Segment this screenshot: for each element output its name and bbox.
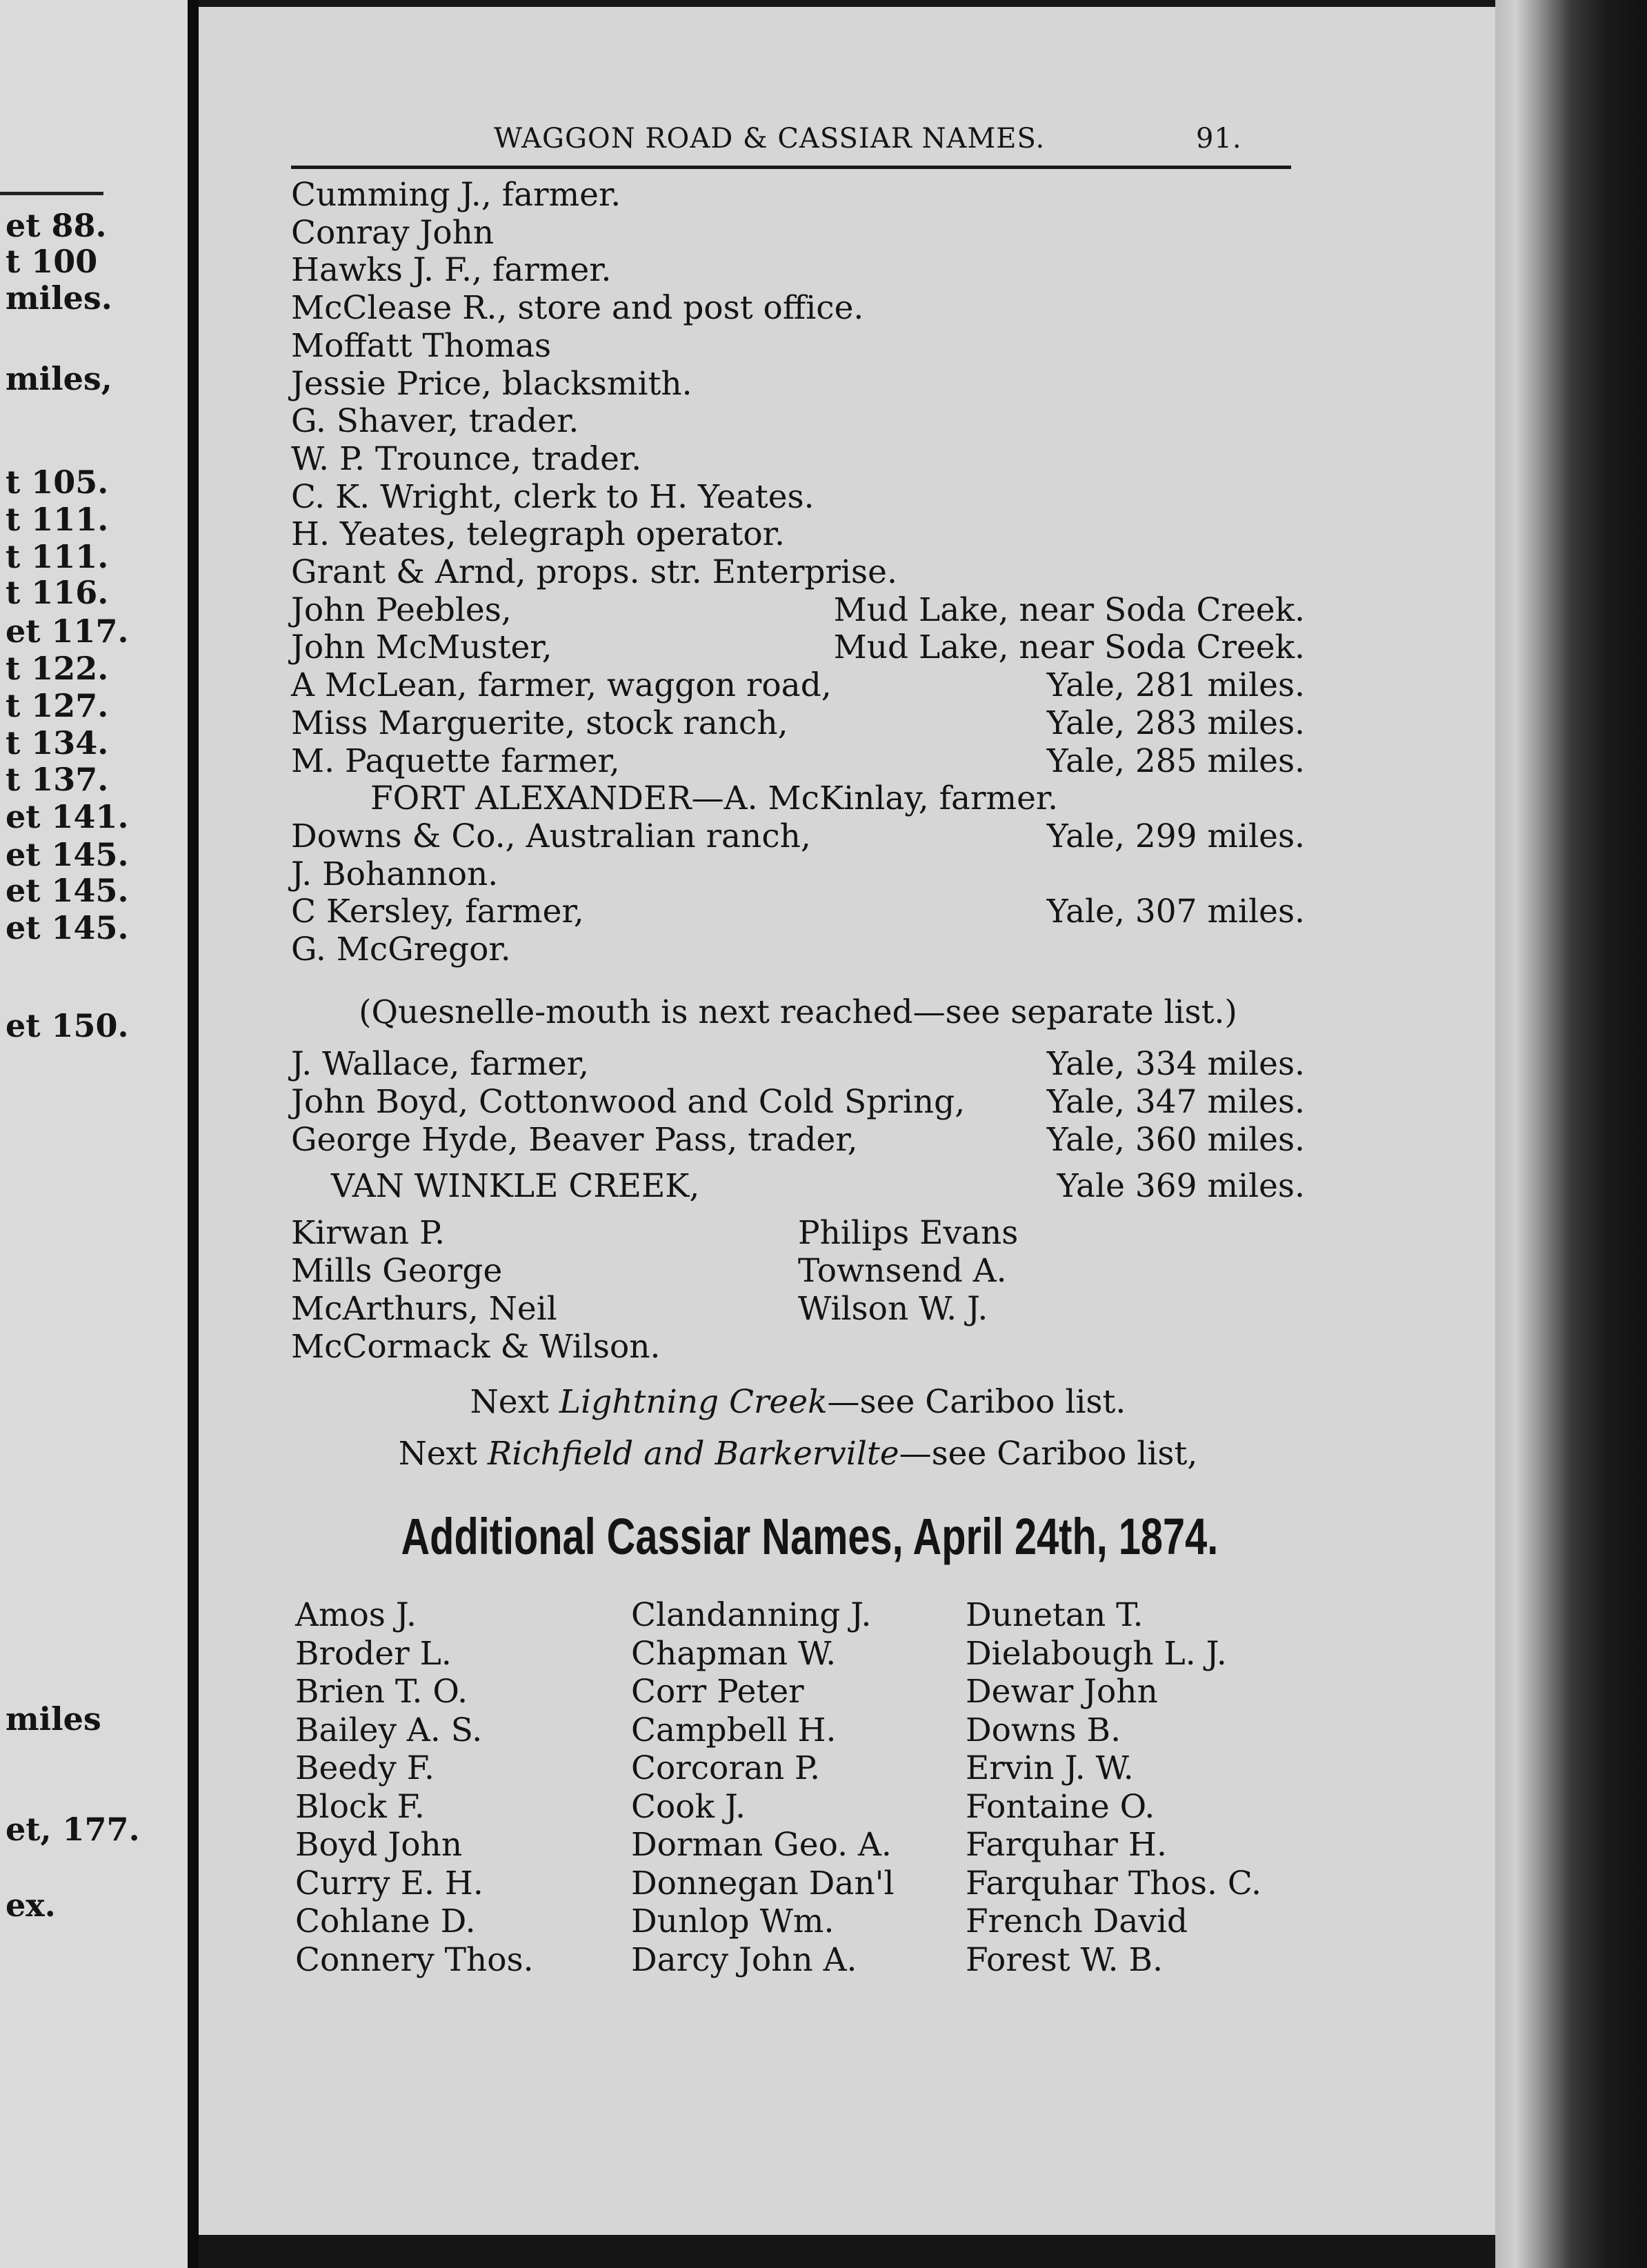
entry-name: Conray John — [291, 213, 495, 252]
entry-name: Mills George — [291, 1252, 503, 1290]
additional-name: Dielabough L. J. — [966, 1634, 1227, 1673]
left-page-fragment: t 111. — [6, 501, 109, 538]
additional-name: Cohlane D. — [295, 1902, 476, 1940]
next-lightning-creek-note — [291, 1383, 1305, 1421]
next-prefix: Next — [398, 1435, 488, 1473]
entry-name: W. P. Trounce, trader. — [291, 439, 642, 478]
additional-name: Amos J. — [295, 1596, 417, 1634]
entry-name: A McLean, farmer, waggon road, — [291, 666, 832, 705]
entry-line — [291, 1252, 1305, 1291]
entry-line — [291, 402, 1305, 441]
entry-line — [291, 704, 1305, 743]
entry-name: VAN WINKLE CREEK, — [331, 1167, 700, 1205]
entry-location: Wilson W. J. — [798, 1290, 988, 1328]
next-richfield-note — [291, 1435, 1305, 1473]
entry-name: M. Paquette farmer, — [291, 742, 620, 780]
entry-line — [291, 1167, 1305, 1206]
additional-name: Bailey A. S. — [295, 1711, 483, 1749]
entry-location: Philips Evans — [798, 1214, 1019, 1252]
entry-line — [291, 666, 1305, 705]
additional-name: Corcoran P. — [631, 1749, 821, 1787]
additional-name: Chapman W. — [631, 1634, 837, 1673]
left-page-fragment: et 145. — [6, 909, 129, 946]
entry-name: H. Yeates, telegraph operator. — [291, 515, 785, 554]
additional-name: Block F. — [295, 1787, 425, 1826]
entry-line — [291, 817, 1305, 856]
running-head — [292, 123, 1290, 161]
entry-name: C. K. Wright, clerk to H. Yeates. — [291, 477, 815, 516]
left-page-fragment: miles — [6, 1700, 101, 1738]
additional-name: Ervin J. W. — [966, 1749, 1134, 1787]
quesnelle-note: (Quesnelle-mouth is next reached—see separate list.) — [359, 993, 1237, 1031]
left-page-fragment: t 100 — [6, 243, 98, 280]
entry-name: John McMuster, — [291, 628, 552, 667]
page-edge — [1495, 0, 1647, 2268]
left-page-fragment: et 117. — [6, 613, 129, 650]
entry-location: Yale, 307 miles. — [1046, 893, 1305, 931]
entry-name: McClease R., store and post office. — [291, 289, 864, 328]
entry-location: Townsend A. — [798, 1252, 1007, 1290]
left-page-fragment: t 127. — [6, 687, 109, 724]
entry-line — [291, 1083, 1305, 1122]
additional-name: Dunetan T. — [966, 1596, 1144, 1634]
entry-name: G. McGregor. — [291, 931, 511, 968]
additional-name: Corr Peter — [631, 1673, 804, 1711]
page-number: 91. — [1196, 123, 1242, 155]
entry-name: Moffatt Thomas — [291, 326, 552, 365]
entry-name: Miss Marguerite, stock ranch, — [291, 704, 788, 742]
entry-name: McCormack & Wilson. — [291, 1328, 661, 1366]
additional-name: Fontaine O. — [966, 1787, 1155, 1826]
next-suffix: —see Cariboo list. — [827, 1383, 1126, 1421]
next-suffix: —see Cariboo list, — [899, 1435, 1198, 1473]
entry-name: J. Wallace, farmer, — [291, 1045, 589, 1083]
left-page-fragment: t 105. — [6, 464, 109, 501]
entry-line — [291, 289, 1305, 328]
left-page-fragment: t 111. — [6, 538, 109, 575]
entry-name: Kirwan P. — [291, 1214, 446, 1252]
left-page-fragment: t 134. — [6, 724, 109, 762]
additional-name: Clandanning J. — [631, 1596, 872, 1634]
left-page-fragment: et 141. — [6, 798, 129, 835]
entry-name: Jessie Price, blacksmith. — [291, 364, 692, 403]
left-page-rule — [0, 192, 103, 195]
additional-name: Downs B. — [966, 1711, 1121, 1749]
additional-name: Curry E. H. — [295, 1864, 483, 1902]
entry-line — [291, 1121, 1305, 1160]
additional-name: Dorman Geo. A. — [631, 1826, 892, 1864]
left-page-fragment: miles, — [6, 360, 112, 397]
entry-location: Yale, 347 miles. — [1046, 1083, 1305, 1121]
entry-name: McArthurs, Neil — [291, 1290, 557, 1328]
additional-names-title: Additional Cassiar Names, April 24th, 1874. — [401, 1508, 1219, 1565]
additional-name: Beedy F. — [295, 1749, 435, 1787]
left-facing-page — [0, 0, 188, 2268]
entry-name: G. Shaver, trader. — [291, 402, 579, 441]
entry-line — [291, 478, 1305, 517]
next-prefix: Next — [470, 1383, 559, 1421]
additional-name: Broder L. — [295, 1634, 452, 1673]
next-place: Lightning Creek — [559, 1383, 828, 1421]
entry-line — [291, 591, 1305, 630]
additional-name: French David — [966, 1902, 1188, 1940]
entry-line — [291, 327, 1305, 366]
entry-name: Hawks J. F., farmer. — [291, 251, 612, 290]
entry-line — [291, 365, 1305, 404]
additional-name: Dunlop Wm. — [631, 1902, 835, 1940]
entry-location: Mud Lake, near Soda Creek. — [833, 628, 1305, 667]
entry-name: Downs & Co., Australian ranch, — [291, 817, 811, 855]
header-rule — [291, 166, 1291, 169]
additional-name: Connery Thos. — [295, 1940, 534, 1979]
entry-location: Yale, 283 miles. — [1046, 704, 1305, 742]
additional-name: Campbell H. — [631, 1711, 837, 1749]
left-page-fragment: et 145. — [6, 836, 129, 873]
left-page-fragment: et 150. — [6, 1007, 129, 1044]
entry-line — [291, 214, 1305, 252]
entry-line — [291, 1214, 1305, 1253]
entry-name: Cumming J., farmer. — [291, 176, 621, 214]
additional-name: Dewar John — [966, 1673, 1158, 1711]
entry-location: Yale, 334 miles. — [1046, 1045, 1305, 1083]
entry-line — [291, 1328, 1305, 1366]
additional-name: Darcy John A. — [631, 1940, 857, 1979]
entry-line — [291, 1045, 1305, 1084]
entry-name: George Hyde, Beaver Pass, trader, — [291, 1121, 858, 1159]
entry-line — [291, 855, 1305, 894]
additional-name: Boyd John — [295, 1826, 463, 1864]
additional-name: Cook J. — [631, 1787, 746, 1826]
entry-name: John Boyd, Cottonwood and Cold Spring, — [291, 1083, 966, 1121]
left-page-fragment: miles. — [6, 279, 112, 317]
running-head-title: WAGGON ROAD & CASSIAR NAMES. — [494, 123, 1046, 155]
additional-names-column-3 — [966, 1596, 1261, 1979]
entry-location: Yale 369 miles. — [1057, 1167, 1305, 1205]
left-page-fragment: ex. — [6, 1887, 56, 1924]
entry-name: Grant & Arnd, props. str. Enterprise. — [291, 553, 897, 591]
left-page-fragment: t 137. — [6, 761, 109, 798]
additional-name: Brien T. O. — [295, 1673, 468, 1711]
entry-location: Mud Lake, near Soda Creek. — [833, 590, 1305, 629]
entry-line — [291, 742, 1305, 781]
entry-line — [291, 779, 1305, 818]
entry-line — [291, 1290, 1305, 1329]
entry-location: Yale, 285 miles. — [1046, 742, 1305, 780]
entry-location: Yale, 281 miles. — [1046, 666, 1305, 705]
next-place: Richfield and Barkervilte — [487, 1435, 899, 1473]
entry-name: C Kersley, farmer, — [291, 893, 584, 931]
page-gutter — [188, 0, 199, 2268]
additional-name: Farquhar Thos. C. — [966, 1864, 1262, 1902]
entry-line — [291, 440, 1305, 479]
entry-name: J. Bohannon. — [291, 855, 499, 893]
left-page-fragment: et, 177. — [6, 1811, 140, 1848]
entry-line — [291, 628, 1305, 667]
entry-name: John Peebles, — [291, 590, 512, 629]
additional-names-column-2 — [631, 1596, 895, 1979]
left-page-fragment: et 145. — [6, 872, 129, 909]
additional-name: Forest W. B. — [966, 1940, 1164, 1979]
entry-location: Yale, 360 miles. — [1046, 1121, 1305, 1159]
left-page-fragment: t 122. — [6, 650, 109, 687]
entry-line — [291, 515, 1305, 554]
left-page-fragment: et 88. — [6, 207, 107, 244]
entry-line — [291, 176, 1305, 215]
left-page-fragment: t 116. — [6, 574, 109, 611]
entry-line — [291, 931, 1305, 969]
entry-name: FORT ALEXANDER—A. McKinlay, farmer. — [370, 779, 1059, 818]
entry-location: Yale, 299 miles. — [1046, 817, 1305, 855]
additional-name: Donnegan Dan'l — [631, 1864, 895, 1902]
entry-line — [291, 251, 1305, 290]
entry-line — [291, 553, 1305, 592]
additional-name: Farquhar H. — [966, 1826, 1167, 1864]
additional-names-column-1 — [295, 1596, 534, 1979]
entry-line — [291, 893, 1305, 931]
